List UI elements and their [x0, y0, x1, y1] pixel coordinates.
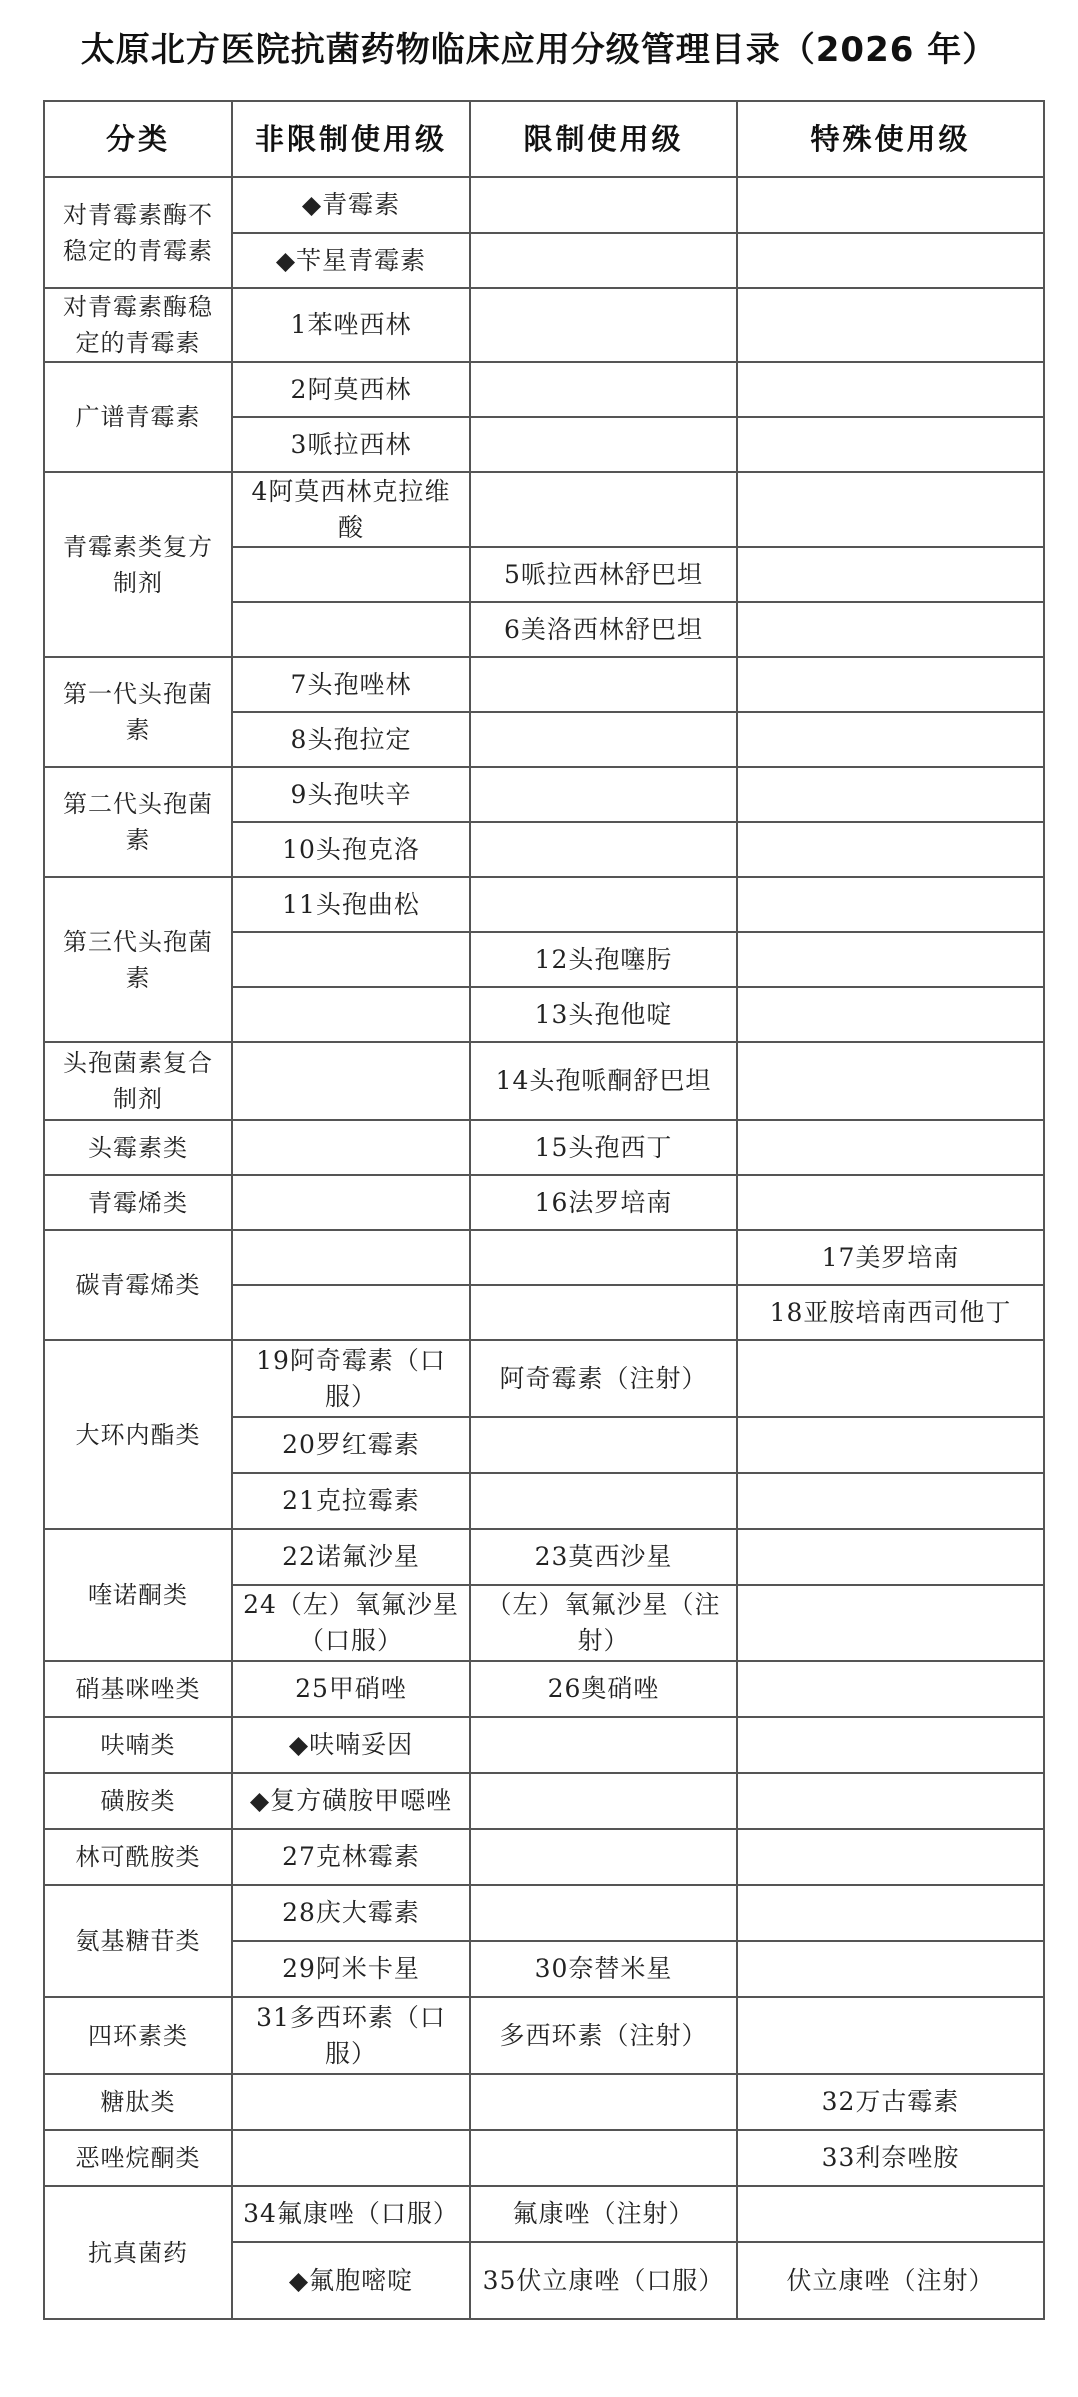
special-cell: [737, 1661, 1044, 1717]
table-row: [44, 2130, 1044, 2186]
unrestricted-cell: 11头孢曲松: [232, 877, 470, 932]
restricted-cell: [470, 712, 737, 767]
special-cell: [737, 472, 1044, 547]
restricted-cell: 12头孢噻肟: [470, 932, 737, 987]
restricted-cell: [470, 472, 737, 547]
restricted-cell: [470, 1417, 737, 1473]
special-cell: [737, 1773, 1044, 1829]
unrestricted-cell: 22诺氟沙星: [232, 1529, 470, 1585]
page-title: 太原北方医院抗菌药物临床应用分级管理目录（2026 年）: [80, 29, 998, 70]
table-row: [44, 1340, 1044, 1417]
table-row: [44, 362, 1044, 417]
unrestricted-cell: ◆苄星青霉素: [232, 233, 470, 288]
special-cell: 33利奈唑胺: [737, 2130, 1044, 2186]
table-row: [44, 1661, 1044, 1717]
table-row: [44, 1997, 1044, 2074]
table-body: [44, 177, 1044, 2319]
unrestricted-cell: 9头孢呋辛: [232, 767, 470, 822]
restricted-cell: [470, 657, 737, 712]
special-cell: [737, 417, 1044, 472]
special-cell: [737, 1885, 1044, 1941]
table-row: [44, 288, 1044, 362]
special-cell: [737, 1042, 1044, 1120]
restricted-cell: [470, 417, 737, 472]
unrestricted-cell: [232, 932, 470, 987]
category-cell: 碳青霉烯类: [44, 1230, 232, 1340]
special-cell: [737, 1585, 1044, 1661]
unrestricted-cell: [232, 987, 470, 1042]
restricted-cell: [470, 1230, 737, 1285]
restricted-cell: 氟康唑（注射）: [470, 2186, 737, 2242]
special-cell: [737, 822, 1044, 877]
category-cell: 广谱青霉素: [44, 362, 232, 472]
unrestricted-cell: ◆复方磺胺甲噁唑: [232, 1773, 470, 1829]
special-cell: [737, 987, 1044, 1042]
unrestricted-cell: ◆氟胞嘧啶: [232, 2242, 470, 2319]
restricted-cell: 30奈替米星: [470, 1941, 737, 1997]
special-cell: [737, 1997, 1044, 2074]
special-cell: [737, 1417, 1044, 1473]
category-cell: 恶唑烷酮类: [44, 2130, 232, 2186]
unrestricted-cell: 25甲硝唑: [232, 1661, 470, 1717]
special-cell: [737, 932, 1044, 987]
unrestricted-cell: 8头孢拉定: [232, 712, 470, 767]
unrestricted-cell: 4阿莫西林克拉维酸: [232, 472, 470, 547]
unrestricted-cell: 28庆大霉素: [232, 1885, 470, 1941]
restricted-cell: [470, 177, 737, 233]
unrestricted-cell: [232, 1120, 470, 1175]
category-cell: 呋喃类: [44, 1717, 232, 1773]
restricted-cell: [470, 233, 737, 288]
special-cell: [737, 547, 1044, 602]
restricted-cell: [470, 1829, 737, 1885]
category-cell: 氨基糖苷类: [44, 1885, 232, 1997]
restricted-cell: 13头孢他啶: [470, 987, 737, 1042]
category-cell: 头孢菌素复合制剂: [44, 1042, 232, 1120]
restricted-cell: [470, 2130, 737, 2186]
table-row: [44, 2186, 1044, 2242]
category-cell: 喹诺酮类: [44, 1529, 232, 1661]
category-cell: 第一代头孢菌素: [44, 657, 232, 767]
table-row: [44, 177, 1044, 233]
special-cell: [737, 1717, 1044, 1773]
restricted-cell: 14头孢哌酮舒巴坦: [470, 1042, 737, 1120]
table-row: [44, 1717, 1044, 1773]
unrestricted-cell: 21克拉霉素: [232, 1473, 470, 1529]
special-cell: 32万古霉素: [737, 2074, 1044, 2130]
unrestricted-cell: [232, 1042, 470, 1120]
special-cell: [737, 1340, 1044, 1417]
restricted-cell: [470, 1285, 737, 1340]
restricted-cell: [470, 1717, 737, 1773]
unrestricted-cell: ◆青霉素: [232, 177, 470, 233]
unrestricted-cell: 20罗红霉素: [232, 1417, 470, 1473]
special-cell: [737, 877, 1044, 932]
unrestricted-cell: [232, 2130, 470, 2186]
special-cell: [737, 602, 1044, 657]
restricted-cell: 阿奇霉素（注射）: [470, 1340, 737, 1417]
table-row: [44, 1230, 1044, 1285]
unrestricted-cell: [232, 602, 470, 657]
category-cell: 糖肽类: [44, 2074, 232, 2130]
category-cell: 硝基咪唑类: [44, 1661, 232, 1717]
unrestricted-cell: 34氟康唑（口服）: [232, 2186, 470, 2242]
category-cell: 磺胺类: [44, 1773, 232, 1829]
restricted-cell: 多西环素（注射）: [470, 1997, 737, 2074]
restricted-cell: [470, 1773, 737, 1829]
table-row: [44, 1120, 1044, 1175]
unrestricted-cell: 31多西环素（口服）: [232, 1997, 470, 2074]
restricted-cell: [470, 2074, 737, 2130]
special-cell: [737, 657, 1044, 712]
table-row: [44, 1175, 1044, 1230]
category-cell: 青霉烯类: [44, 1175, 232, 1230]
category-cell: 对青霉素酶稳定的青霉素: [44, 288, 232, 362]
special-cell: [737, 1473, 1044, 1529]
special-cell: [737, 712, 1044, 767]
unrestricted-cell: 2阿莫西林: [232, 362, 470, 417]
unrestricted-cell: [232, 1285, 470, 1340]
restricted-cell: 35伏立康唑（口服）: [470, 2242, 737, 2319]
unrestricted-cell: 10头孢克洛: [232, 822, 470, 877]
special-cell: [737, 767, 1044, 822]
table-row: [44, 1829, 1044, 1885]
header-unrestricted: 非限制使用级: [232, 101, 470, 177]
restricted-cell: 5哌拉西林舒巴坦: [470, 547, 737, 602]
unrestricted-cell: 7头孢唑林: [232, 657, 470, 712]
restricted-cell: [470, 362, 737, 417]
restricted-cell: [470, 1885, 737, 1941]
unrestricted-cell: [232, 547, 470, 602]
unrestricted-cell: 19阿奇霉素（口服）: [232, 1340, 470, 1417]
table-header-row: [44, 101, 1044, 177]
unrestricted-cell: 3哌拉西林: [232, 417, 470, 472]
restricted-cell: 6美洛西林舒巴坦: [470, 602, 737, 657]
restricted-cell: [470, 288, 737, 362]
special-cell: [737, 288, 1044, 362]
category-cell: 抗真菌药: [44, 2186, 232, 2319]
special-cell: [737, 177, 1044, 233]
special-cell: [737, 2186, 1044, 2242]
table-row: [44, 2074, 1044, 2130]
unrestricted-cell: 29阿米卡星: [232, 1941, 470, 1997]
special-cell: [737, 1175, 1044, 1230]
restricted-cell: [470, 767, 737, 822]
table-row: [44, 1773, 1044, 1829]
restricted-cell: [470, 1473, 737, 1529]
unrestricted-cell: ◆呋喃妥因: [232, 1717, 470, 1773]
antibiotic-classification-table: [43, 100, 1045, 2320]
category-cell: 第二代头孢菌素: [44, 767, 232, 877]
special-cell: [737, 1529, 1044, 1585]
restricted-cell: 26奥硝唑: [470, 1661, 737, 1717]
unrestricted-cell: 1苯唑西林: [232, 288, 470, 362]
unrestricted-cell: 24（左）氧氟沙星（口服）: [232, 1585, 470, 1661]
unrestricted-cell: [232, 2074, 470, 2130]
restricted-cell: 16法罗培南: [470, 1175, 737, 1230]
header-special: 特殊使用级: [737, 101, 1044, 177]
special-cell: [737, 1120, 1044, 1175]
restricted-cell: （左）氧氟沙星（注射）: [470, 1585, 737, 1661]
category-cell: 大环内酯类: [44, 1340, 232, 1529]
special-cell: [737, 362, 1044, 417]
table-row: [44, 767, 1044, 822]
table-row: [44, 657, 1044, 712]
special-cell: 18亚胺培南西司他丁: [737, 1285, 1044, 1340]
restricted-cell: [470, 822, 737, 877]
category-cell: 青霉素类复方制剂: [44, 472, 232, 657]
category-cell: 头霉素类: [44, 1120, 232, 1175]
special-cell: [737, 1941, 1044, 1997]
special-cell: 17美罗培南: [737, 1230, 1044, 1285]
restricted-cell: [470, 877, 737, 932]
special-cell: [737, 1829, 1044, 1885]
restricted-cell: 15头孢西丁: [470, 1120, 737, 1175]
unrestricted-cell: [232, 1175, 470, 1230]
table-row: [44, 877, 1044, 932]
category-cell: 林可酰胺类: [44, 1829, 232, 1885]
category-cell: 第三代头孢菌素: [44, 877, 232, 1042]
table-row: [44, 472, 1044, 547]
table-row: [44, 1885, 1044, 1941]
header-category: 分类: [44, 101, 232, 177]
table-row: [44, 1042, 1044, 1120]
category-cell: 四环素类: [44, 1997, 232, 2074]
restricted-cell: 23莫西沙星: [470, 1529, 737, 1585]
category-cell: 对青霉素酶不稳定的青霉素: [44, 177, 232, 288]
header-restricted: 限制使用级: [470, 101, 737, 177]
special-cell: [737, 233, 1044, 288]
unrestricted-cell: [232, 1230, 470, 1285]
special-cell: 伏立康唑（注射）: [737, 2242, 1044, 2319]
table-row: [44, 1529, 1044, 1585]
unrestricted-cell: 27克林霉素: [232, 1829, 470, 1885]
